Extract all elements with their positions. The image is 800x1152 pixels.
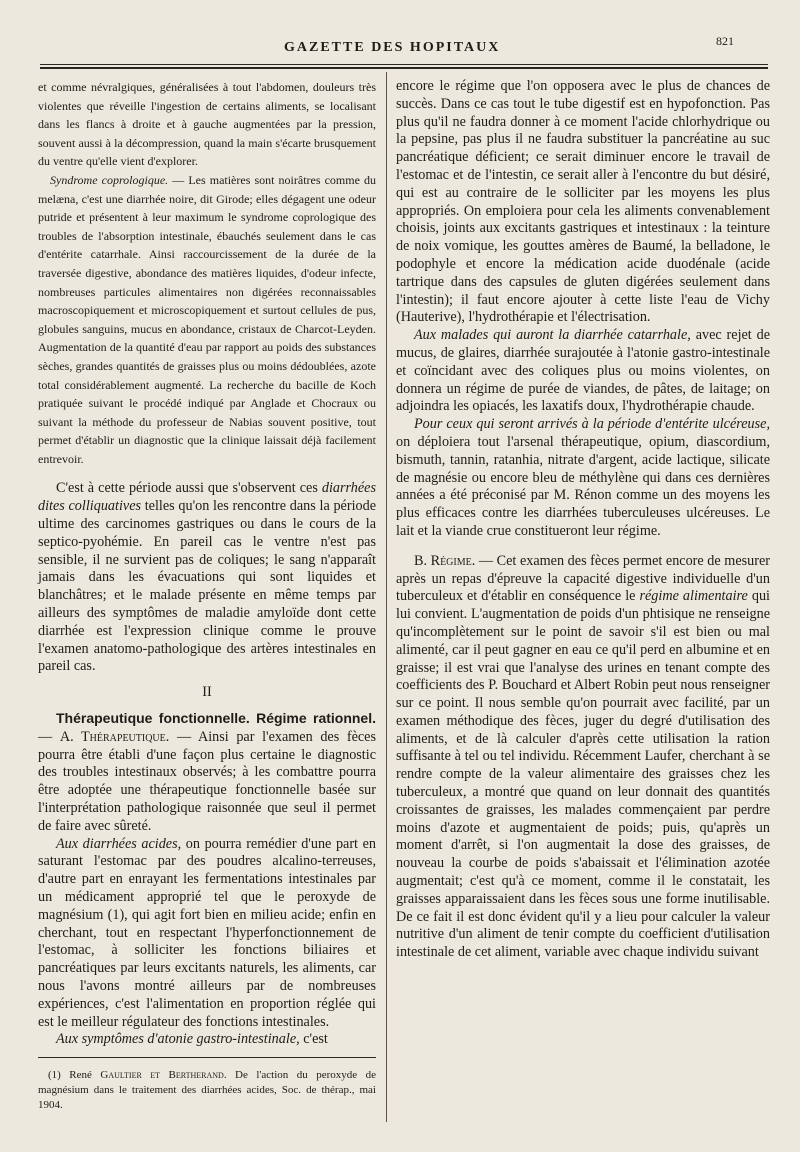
acid-diarrhea-text: on pourra remédier d'une part en saturant l'estomac par des poudres alcalino-terreuses, d'autre part en enrayant les fermentations intestinales par un médicament approprié tel que le peroxyde de magnésium (1), qui agit fort bien en milieu acide; enfin en cherchant, tout en respectant l'hyperfonctionnement de l'estomac, à solliciter les fonctions biliaires et pancréatiques par leurs excitants naturels, les aliments, car nous l'avons montré ailleurs par de nombreuses expériences, c'est l'alimentation en proportion réglée qui est le meilleur régulateur des fonctions intestinales. — [38, 835, 376, 1030]
section-number: II — [202, 684, 212, 701]
coprologic-text: — Les matières sont noirâtres comme du melæna, c'est une diarrhée noire, dit Girode; elles dégagent une odeur putride et présentent à leur maximum le syndrome coprologique des troubles de l'absorption intestinale, ébauchés seulement dans le cas d'entérite catarrhale. Ainsi raccourcissement de la durée de la traversée digestive, abondance des matières liquides, d'odeur infecte, nombreuses particules alimentaires non digérées reconnaissables macroscopiquement et microscopiquement et surtout cellules de pus, globules sanguins, mucus en abondance, cristaux de Charcot-Leyden. Augmentation de la quantité d'eau par rapport au poids des substances sèches, grandes quantités de graisses plus ou moins dédoublées, azote total considérablement augmenté. La recherche du bacille de Koch pratiquée suivant le procédé indiqué par Anglade et Chocraux ou suivant la méthode du professeur de Nabias souvent positive, tout permet d'établir un diagnostic que la clinique laissait déjà facilement entrevoir. — [38, 172, 376, 466]
footnote-rule — [38, 1057, 376, 1058]
subheading-coprologic: Syndrome coprologique. — [50, 172, 169, 187]
paragraph-therapeutics — [38, 710, 376, 836]
catarrhal-text: avec rejet de mucus, de glaires, diarrhée surajoutée à l'atonie gastro-intestinale et coïncidant avec des coliques plus ou moins violentes, on donnera un régime de purée de viandes, de pâtes, de laitage; on adjoindra les opiacés, les laxatifs doux, l'hydrothérapie chaude. — [396, 327, 771, 415]
paragraph-acid-diarrhea — [38, 836, 376, 1032]
colliquative-text-a: C'est à cette période aussi que s'observent ces — [56, 480, 322, 497]
acid-diarrhea-emphasis: Aux diarrhées acides, — [56, 835, 182, 852]
colliquative-emphasis: diarrhées dites colliquatives — [38, 480, 376, 515]
footnote-text-a: (1) René — [48, 1069, 101, 1082]
left-column — [38, 78, 376, 1113]
atonia-emphasis: Aux symptômes d'atonie gastro-intestinale, — [56, 1031, 300, 1048]
subheading-regime: B. Régime. — [414, 552, 476, 569]
footnote-authors: Gaultier et Bertherand — [100, 1069, 224, 1082]
right-column — [396, 78, 770, 962]
heading-dash: — — [38, 728, 60, 745]
colliquative-text-b: telles qu'on les rencontre dans la période ultime des carcinomes gastriques ou dans le cours de la septico-pyohémie. En pareil cas le ventre n'est pas sensible, il ne survient pas de coliques; le sang n'apparaît jamais dans les évacuations qui sont liquides et blanchâtres; et le malade présente en même temps par ailleurs des symptômes de maladie amyloïde dont cette diarrhée est l'expression clinique comme le prouve l'examen anatomo-pathologique des artères intestinales en pareil cas. — [38, 498, 377, 675]
paragraph-symptoms: et comme névralgiques, généralisées à tout l'abdomen, douleurs très violentes que réveille l'ingestion de certains aliments, se localisant dans les flancs à droite et à gauche augmentées par la pression, souvent aussi à la décompression, quand la main s'écarte brusquement du ventre qu'elle vient d'explorer. — [38, 80, 376, 169]
regime-emphasis: régime alimentaire — [639, 588, 748, 605]
regime-text-a: — Cet examen des fèces permet encore de mesurer après un repas d'épreuve la capacité digestive individuelle d'un tuberculeux et d'établir en conséquence le — [396, 552, 770, 605]
header-rule — [40, 64, 768, 65]
journal-title: GAZETTE DES HOPITAUX — [284, 40, 501, 55]
footnote — [38, 1068, 376, 1113]
paragraph-atonia — [38, 1031, 376, 1049]
paragraph-regime-continuation: encore le régime que l'on opposera avec le plus de chances de succès. Dans ce cas tout le tube digestif est en hypofonction. Pas plus qu'il ne faudra donner à ce moment l'acide chlorhydrique ou la pepsine, pas plus il ne faudra substituer la pancréatine au suc pancréatique déficient; ce serait diminuer encore le travail de l'estomac et de l'intestin, ce serait aller à l'encontre du but désiré, qui est au contraire de le solliciter par les moyens les plus appropriés. On emploiera pour cela les aliments convenablement choisis, joints aux excitants gastriques et intestinaux : la teinture de noix vomique, les gouttes amères de Baumé, la belladone, le podophyle et encore la médication acide duodénale (acide tartrique dans des capsules de gluten digérées seulement dans l'intestin); il faut encore ajouter à cette liste l'eau de Vichy (Hauterive), l'hydrothérapie et l'électrisation. — [396, 78, 770, 326]
paragraph-coprologic-syndrome — [38, 171, 376, 469]
ulcerative-emphasis: Pour ceux qui seront arrivés à la période d'entérite ulcéreuse, — [414, 416, 770, 433]
paragraph-catarrhal — [396, 327, 770, 416]
atonia-text: c'est — [299, 1031, 328, 1048]
header-rule-thick — [40, 67, 768, 69]
paragraph-colliquative — [38, 480, 376, 676]
footnote-text-b: . De l'action du peroxyde de magnésium dans le traitement des diarrhées acides, Soc. de thérap., mai 1904. — [38, 1069, 376, 1112]
section-heading: Thérapeutique fonctionnelle. Régime rationnel. — [56, 710, 376, 727]
paragraph-ulcerative — [396, 416, 770, 541]
therapeutics-text: — Ainsi par l'examen des fèces pourra être établi d'une façon plus certaine le diagnostic des troubles intestinaux observés; à les combattre pourra être adoptée une thérapeutique fonctionnelle basée sur l'interprétation pathologique raisonnée que seul il permet de faire avec sûreté. — [38, 728, 376, 834]
regime-text-b: qui lui convient. L'augmentation de poids d'un phtisique ne renseigne qu'incomplètement sur le point de savoir s'il est bien ou mal alimenté, car il peut gagner en eau ce qu'il perd en albumine et en graisse; il est vrai que l'analyse des urines en tenant compte des coefficients des P. Bouchard et Albert Robin peut nous renseigner sur ce point. Il nous semble qu'on pourrait avec facilité, par un examen méthodique des fèces, juger du degré d'utilisation des aliments, et de là calculer d'après cette utilisation la ration suffisante à tel ou tel individu. Récemment Laufer, cherchant à se rendre compte de la valeur alimentaire des graisses chez les tuberculeux, a montré que quand on leur donnait des quantités croissantes de graisses, les malades commençaient par perdre moins d'azote et augmentaient de poids; puis, qu'après un moment d'arrêt, si l'on augmentait la dose des graisses, de nouveau la courbe de poids s'abaissait et l'élimination azotée augmentait; c'est qu'à ce moment, comme il le constatait, les graisses apparaissaient dans les fèces sous une forme inutilisable. De ce fait il est donc évident qu'il y a lieu pour calculer la valeur nutritive d'un aliment de tenir compte du coefficient d'utilisation intestinale de cet aliment, variable avec chaque individu suivant — [396, 588, 770, 961]
catarrhal-emphasis: Aux malades qui auront la diarrhée catarrhale, — [414, 327, 691, 344]
page-header — [0, 34, 800, 64]
subheading-therapeutique: A. Thérapeutique. — [59, 728, 170, 745]
ulcerative-text: on déploiera tout l'arsenal thérapeutique, opium, diascordium, bismuth, tannin, ratanhia, nitrate d'argent, acide lactique, silicate de magnésie ou encore bleu de méthylène qui dans ces dernières années a été préconisé par M. Rénon comme un des moyens les plus efficaces contre les diarrhées tuberculeuses ulcéreuses. Le lait et la viande crue constitueront leur régime. — [396, 433, 770, 539]
column-divider — [386, 72, 387, 1122]
paragraph-regime — [396, 553, 770, 962]
page-number: 821 — [716, 34, 734, 48]
